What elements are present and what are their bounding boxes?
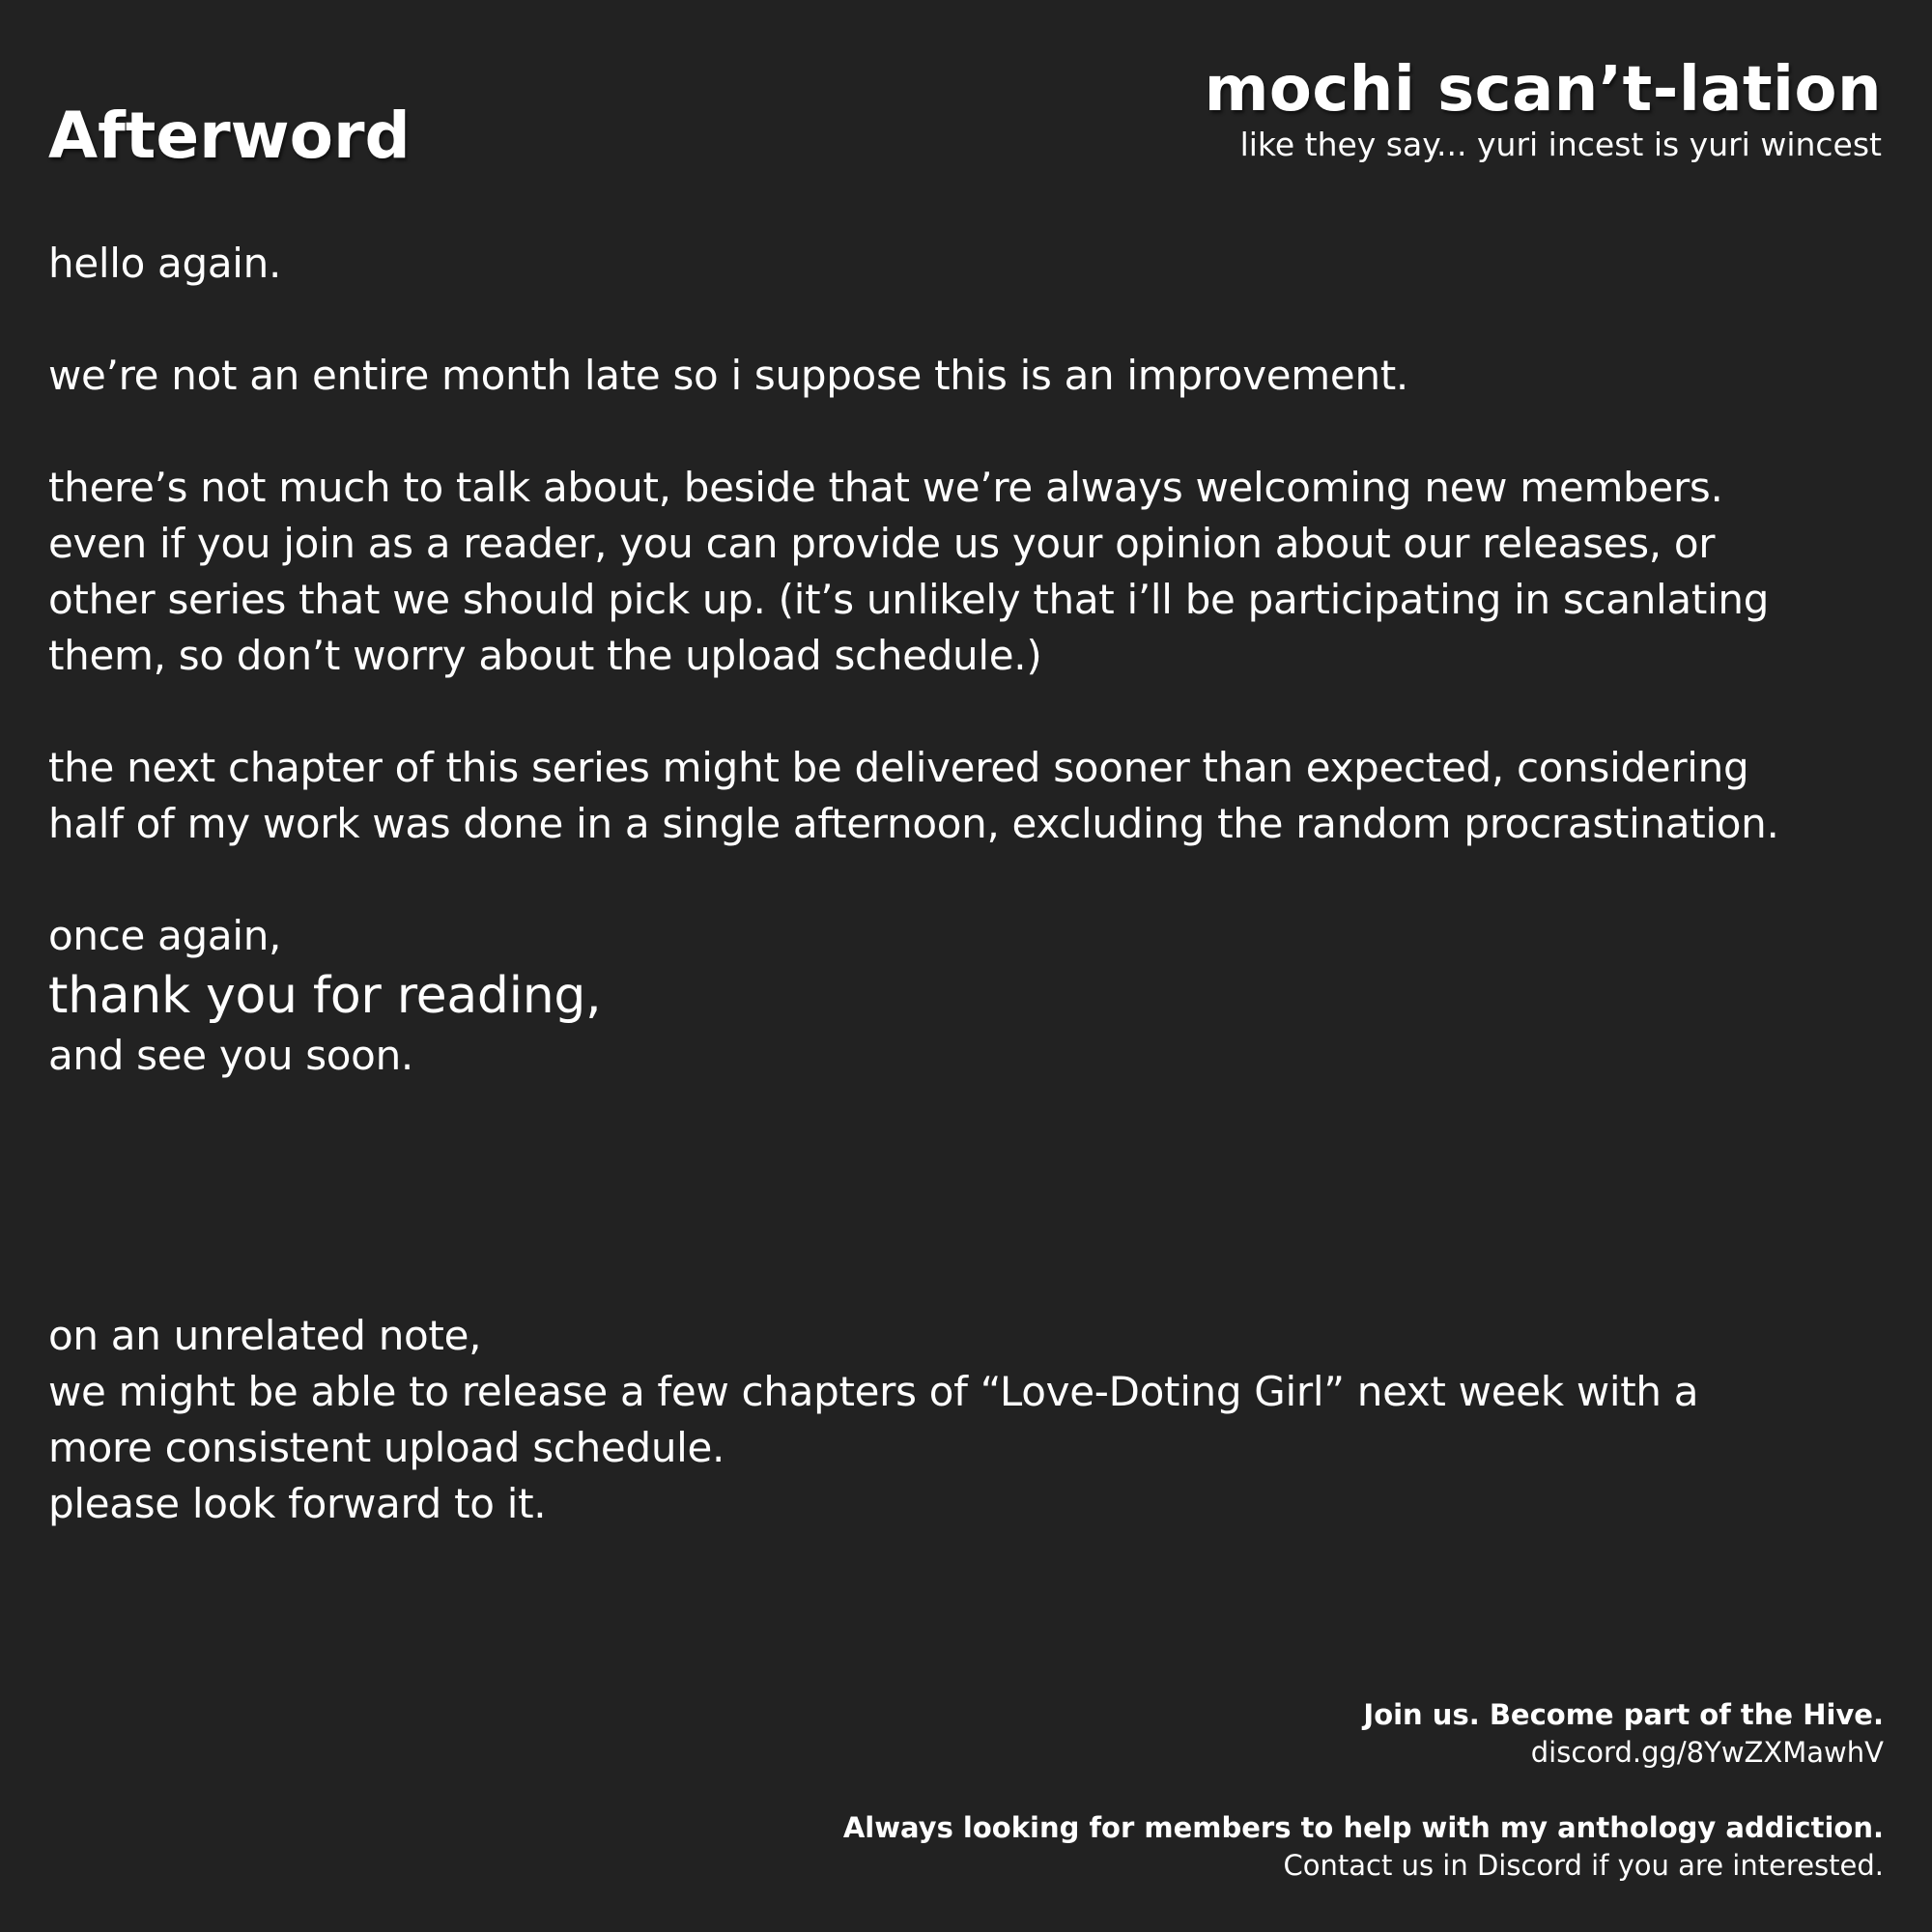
- recruiting-text: Always looking for members to help with my anthology addiction.: [842, 1811, 1884, 1844]
- members-line-2: even if you join as a reader, you can provide us your opinion about our releases, or: [48, 520, 1716, 567]
- next-chapter-line-2: half of my work was done in a single afternoon, excluding the random procrastination.: [48, 800, 1779, 847]
- closing-line-1: once again,: [48, 912, 282, 959]
- members-line-4: them, so don’t worry about the upload schedule.): [48, 632, 1042, 679]
- footer-credits: [843, 1696, 1884, 1885]
- members-line-1: there’s not much to talk about, beside that we’re always welcoming new members.: [48, 464, 1723, 511]
- members-line-3: other series that we should pick up. (it’s unlikely that i’ll be participating in scanlating: [48, 576, 1770, 623]
- paragraph-gap: [48, 852, 1903, 908]
- closing-line-3: and see you soon.: [48, 1032, 413, 1079]
- contact-text: Contact us in Discord if you are interested.: [1283, 1849, 1884, 1882]
- paragraph-gap: [48, 684, 1903, 740]
- next-chapter-line-1: the next chapter of this series might be delivered sooner than expected, considering: [48, 744, 1749, 791]
- discord-link[interactable]: discord.gg/8YwZXMawhV: [1530, 1736, 1884, 1769]
- lateness-line: we’re not an entire month late so i suppose this is an improvement.: [48, 352, 1408, 399]
- section-gap: [48, 1084, 1903, 1308]
- greeting-line: hello again.: [48, 240, 282, 287]
- footer-gap: [843, 1772, 1884, 1809]
- afterword-body: [48, 236, 1903, 1532]
- unrelated-note-line-1: on an unrelated note,: [48, 1312, 482, 1359]
- paragraph-gap: [48, 292, 1903, 348]
- unrelated-note-line-4: please look forward to it.: [48, 1480, 547, 1527]
- paragraph-gap: [48, 404, 1903, 460]
- page-title: Afterword: [48, 99, 411, 173]
- group-brand: [1205, 56, 1882, 164]
- brand-name: mochi scan’t-lation: [1204, 54, 1882, 126]
- brand-tagline: like they say... yuri incest is yuri wincest: [1239, 126, 1882, 164]
- unrelated-note-line-3: more consistent upload schedule.: [48, 1424, 725, 1471]
- thank-you-line: thank you for reading,: [48, 967, 602, 1025]
- join-us-text: Join us. Become part of the Hive.: [1363, 1698, 1884, 1731]
- unrelated-note-line-2: we might be able to release a few chapters of “Love-Doting Girl” next week with a: [48, 1368, 1699, 1415]
